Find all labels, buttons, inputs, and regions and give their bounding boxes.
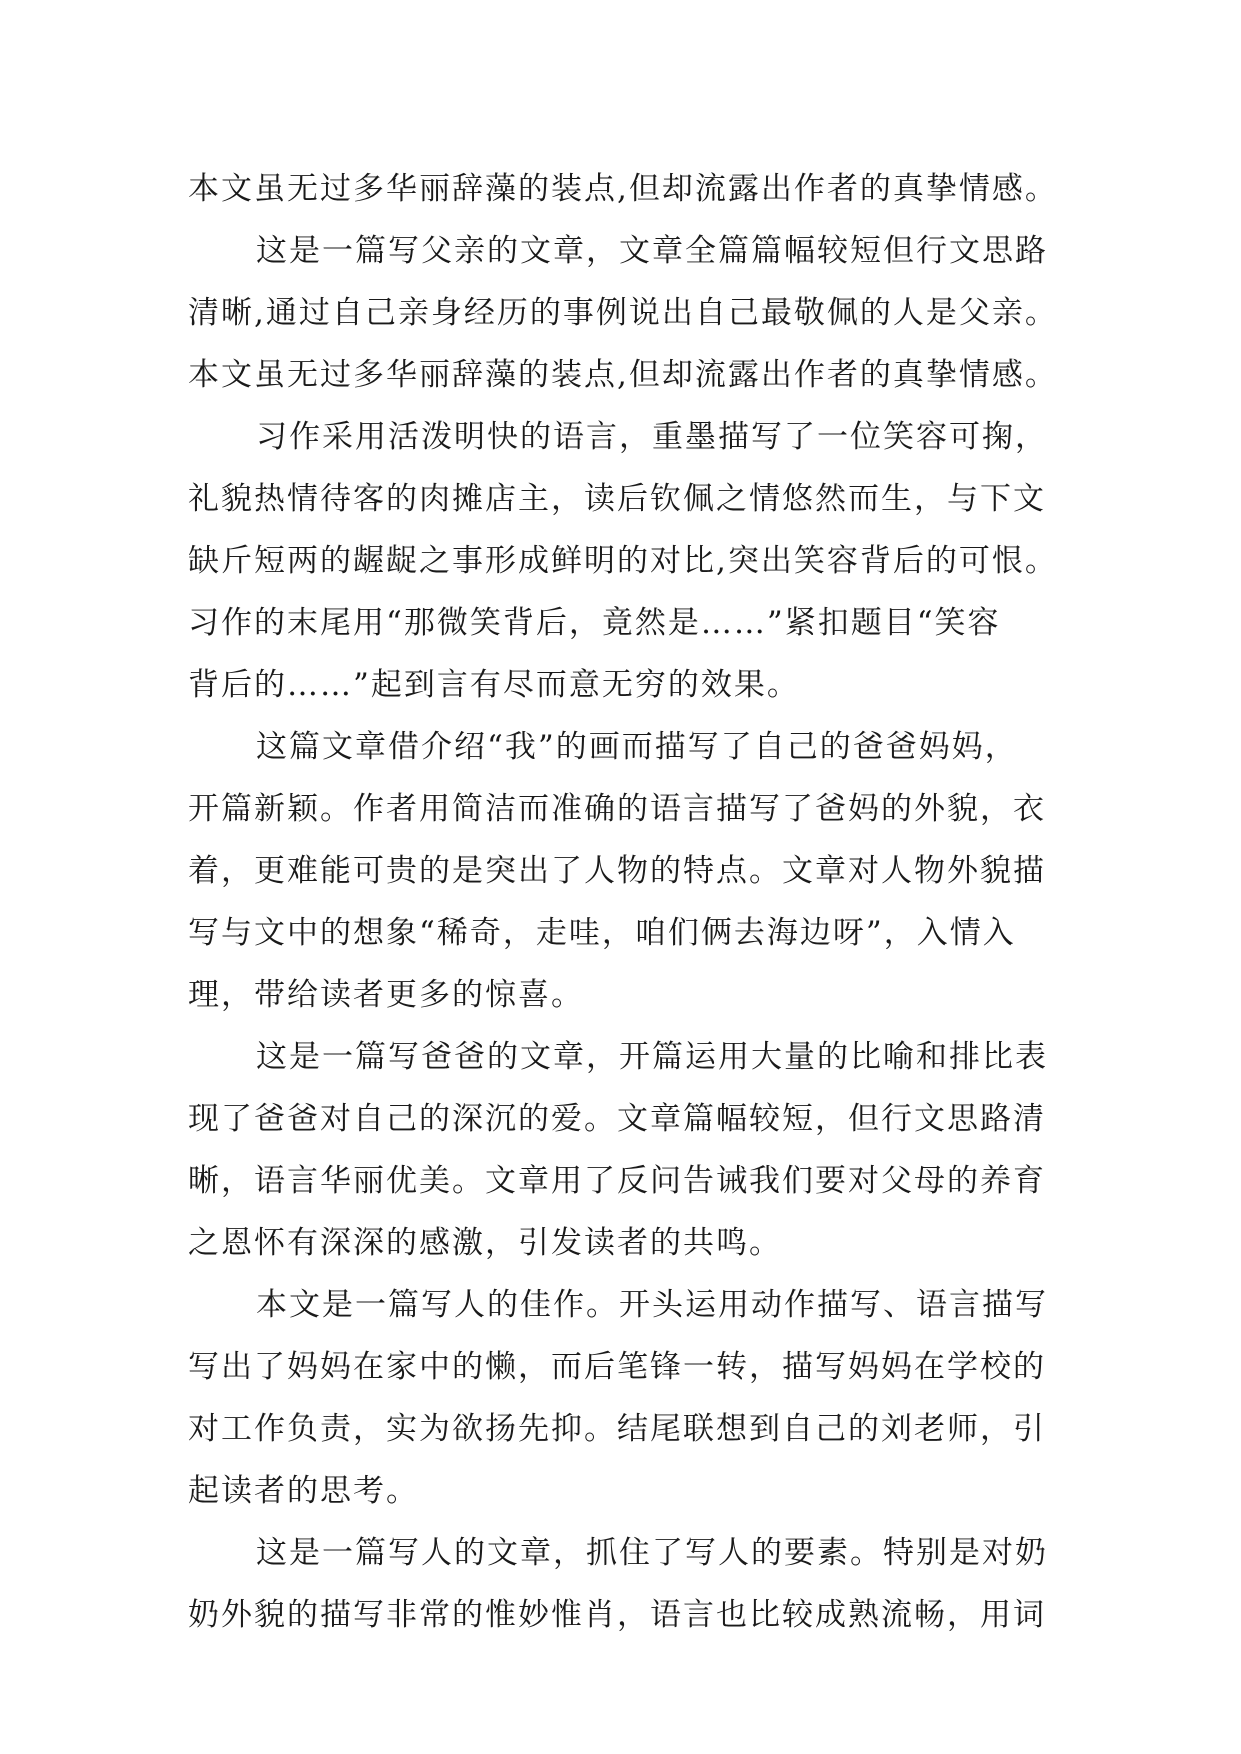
text-line: 本文虽无过多华丽辞藻的装点,但却流露出作者的真挚情感。 (188, 171, 1058, 207)
text-line: 开篇新颖。作者用简洁而准确的语言描写了爸妈的外貌，衣 (188, 791, 1046, 827)
paragraph-start-line: 这是一篇写人的文章，抓住了写人的要素。特别是对奶 (256, 1535, 1048, 1571)
text-line: 对工作负责，实为欲扬先抑。结尾联想到自己的刘老师，引 (188, 1411, 1046, 1447)
text-line: 背后的……”起到言有尽而意无穷的效果。 (188, 667, 800, 703)
text-line: 写与文中的想象“稀奇，走哇，咱们俩去海边呀”，入情入 (188, 915, 1016, 951)
paragraph-start-line: 本文是一篇写人的佳作。开头运用动作描写、语言描写 (256, 1287, 1048, 1323)
text-line: 缺斤短两的龌龊之事形成鲜明的对比,突出笑容背后的可恨。 (188, 543, 1058, 579)
text-line: 写出了妈妈在家中的懒，而后笔锋一转，描写妈妈在学校的 (188, 1349, 1046, 1385)
paragraph-start-line: 这是一篇写爸爸的文章，开篇运用大量的比喻和排比表 (256, 1039, 1048, 1075)
text-line: 习作的末尾用“那微笑背后，竟然是……”紧扣题目“笑容 (188, 605, 1001, 641)
text-line: 晰，语言华丽优美。文章用了反问告诫我们要对父母的养育 (188, 1163, 1046, 1199)
text-line: 清晰,通过自己亲身经历的事例说出自己最敬佩的人是父亲。 (188, 295, 1058, 331)
document-body (188, 158, 1088, 1646)
paragraph-start-line: 习作采用活泼明快的语言，重墨描写了一位笑容可掬， (256, 419, 1048, 455)
text-line: 本文虽无过多华丽辞藻的装点,但却流露出作者的真挚情感。 (188, 357, 1058, 393)
text-line: 奶外貌的描写非常的惟妙惟肖，语言也比较成熟流畅，用词 (188, 1597, 1046, 1633)
text-line: 礼貌热情待客的肉摊店主，读后钦佩之情悠然而生，与下文 (188, 481, 1046, 517)
paragraph-start-line: 这篇文章借介绍“我”的画而描写了自己的爸爸妈妈， (256, 729, 1018, 765)
paragraph-start-line: 这是一篇写父亲的文章，文章全篇篇幅较短但行文思路 (256, 233, 1048, 269)
text-line: 之恩怀有深深的感激，引发读者的共鸣。 (188, 1225, 782, 1261)
text-line: 起读者的思考。 (188, 1473, 419, 1509)
text-line: 理，带给读者更多的惊喜。 (188, 977, 584, 1013)
text-line: 现了爸爸对自己的深沉的爱。文章篇幅较短，但行文思路清 (188, 1101, 1046, 1137)
text-line: 着，更难能可贵的是突出了人物的特点。文章对人物外貌描 (188, 853, 1046, 889)
